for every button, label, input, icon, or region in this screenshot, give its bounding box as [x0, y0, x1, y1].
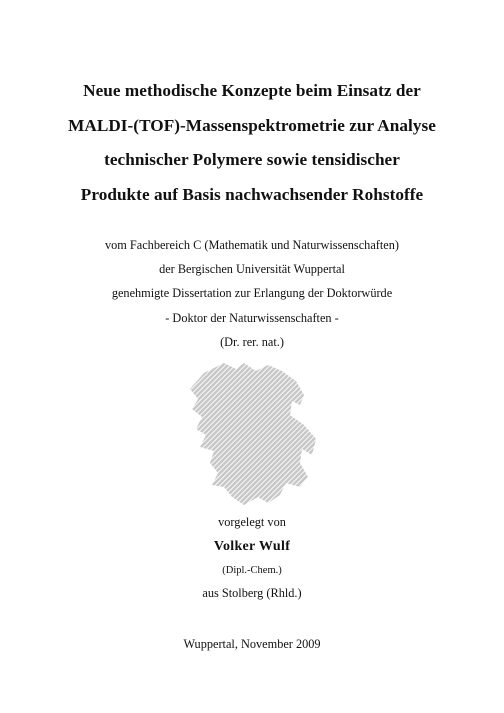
dissertation-title: [20, 74, 484, 212]
degree-abbrev-line: (Dr. rer. nat.): [220, 334, 284, 349]
doctorate-line: - Doktor der Naturwissenschaften -: [165, 310, 339, 325]
faculty-line: vom Fachbereich C (Mathematik und Naturwissenschaften): [104, 238, 399, 252]
title-line-3: technischer Polymere sowie tensidischer: [104, 150, 400, 169]
presented-by-label: vorgelegt von: [218, 515, 286, 529]
university-line: der Bergischen Universität Wuppertal: [159, 262, 345, 277]
author-degree: (Dipl.-Chem.): [222, 565, 282, 576]
faculty-info: [20, 233, 484, 354]
title-line-1: Neue methodische Konzepte beim Einsatz der: [83, 81, 421, 100]
author-name: Volker Wulf: [213, 539, 291, 554]
author-origin: aus Stolberg (Rhld.): [202, 586, 302, 600]
title-line-4: Produkte auf Basis nachwachsender Rohstoffe: [80, 184, 424, 204]
title-line-2: MALDI-(TOF)-Massenspektrometrie zur Analyse: [68, 115, 436, 135]
author-block: [20, 512, 484, 602]
place-and-date: Wuppertal, November 2009: [183, 637, 321, 651]
university-lion-emblem-icon: [184, 359, 320, 507]
dissertation-line: genehmigte Dissertation zur Erlangung der Doktorwürde: [111, 286, 393, 301]
